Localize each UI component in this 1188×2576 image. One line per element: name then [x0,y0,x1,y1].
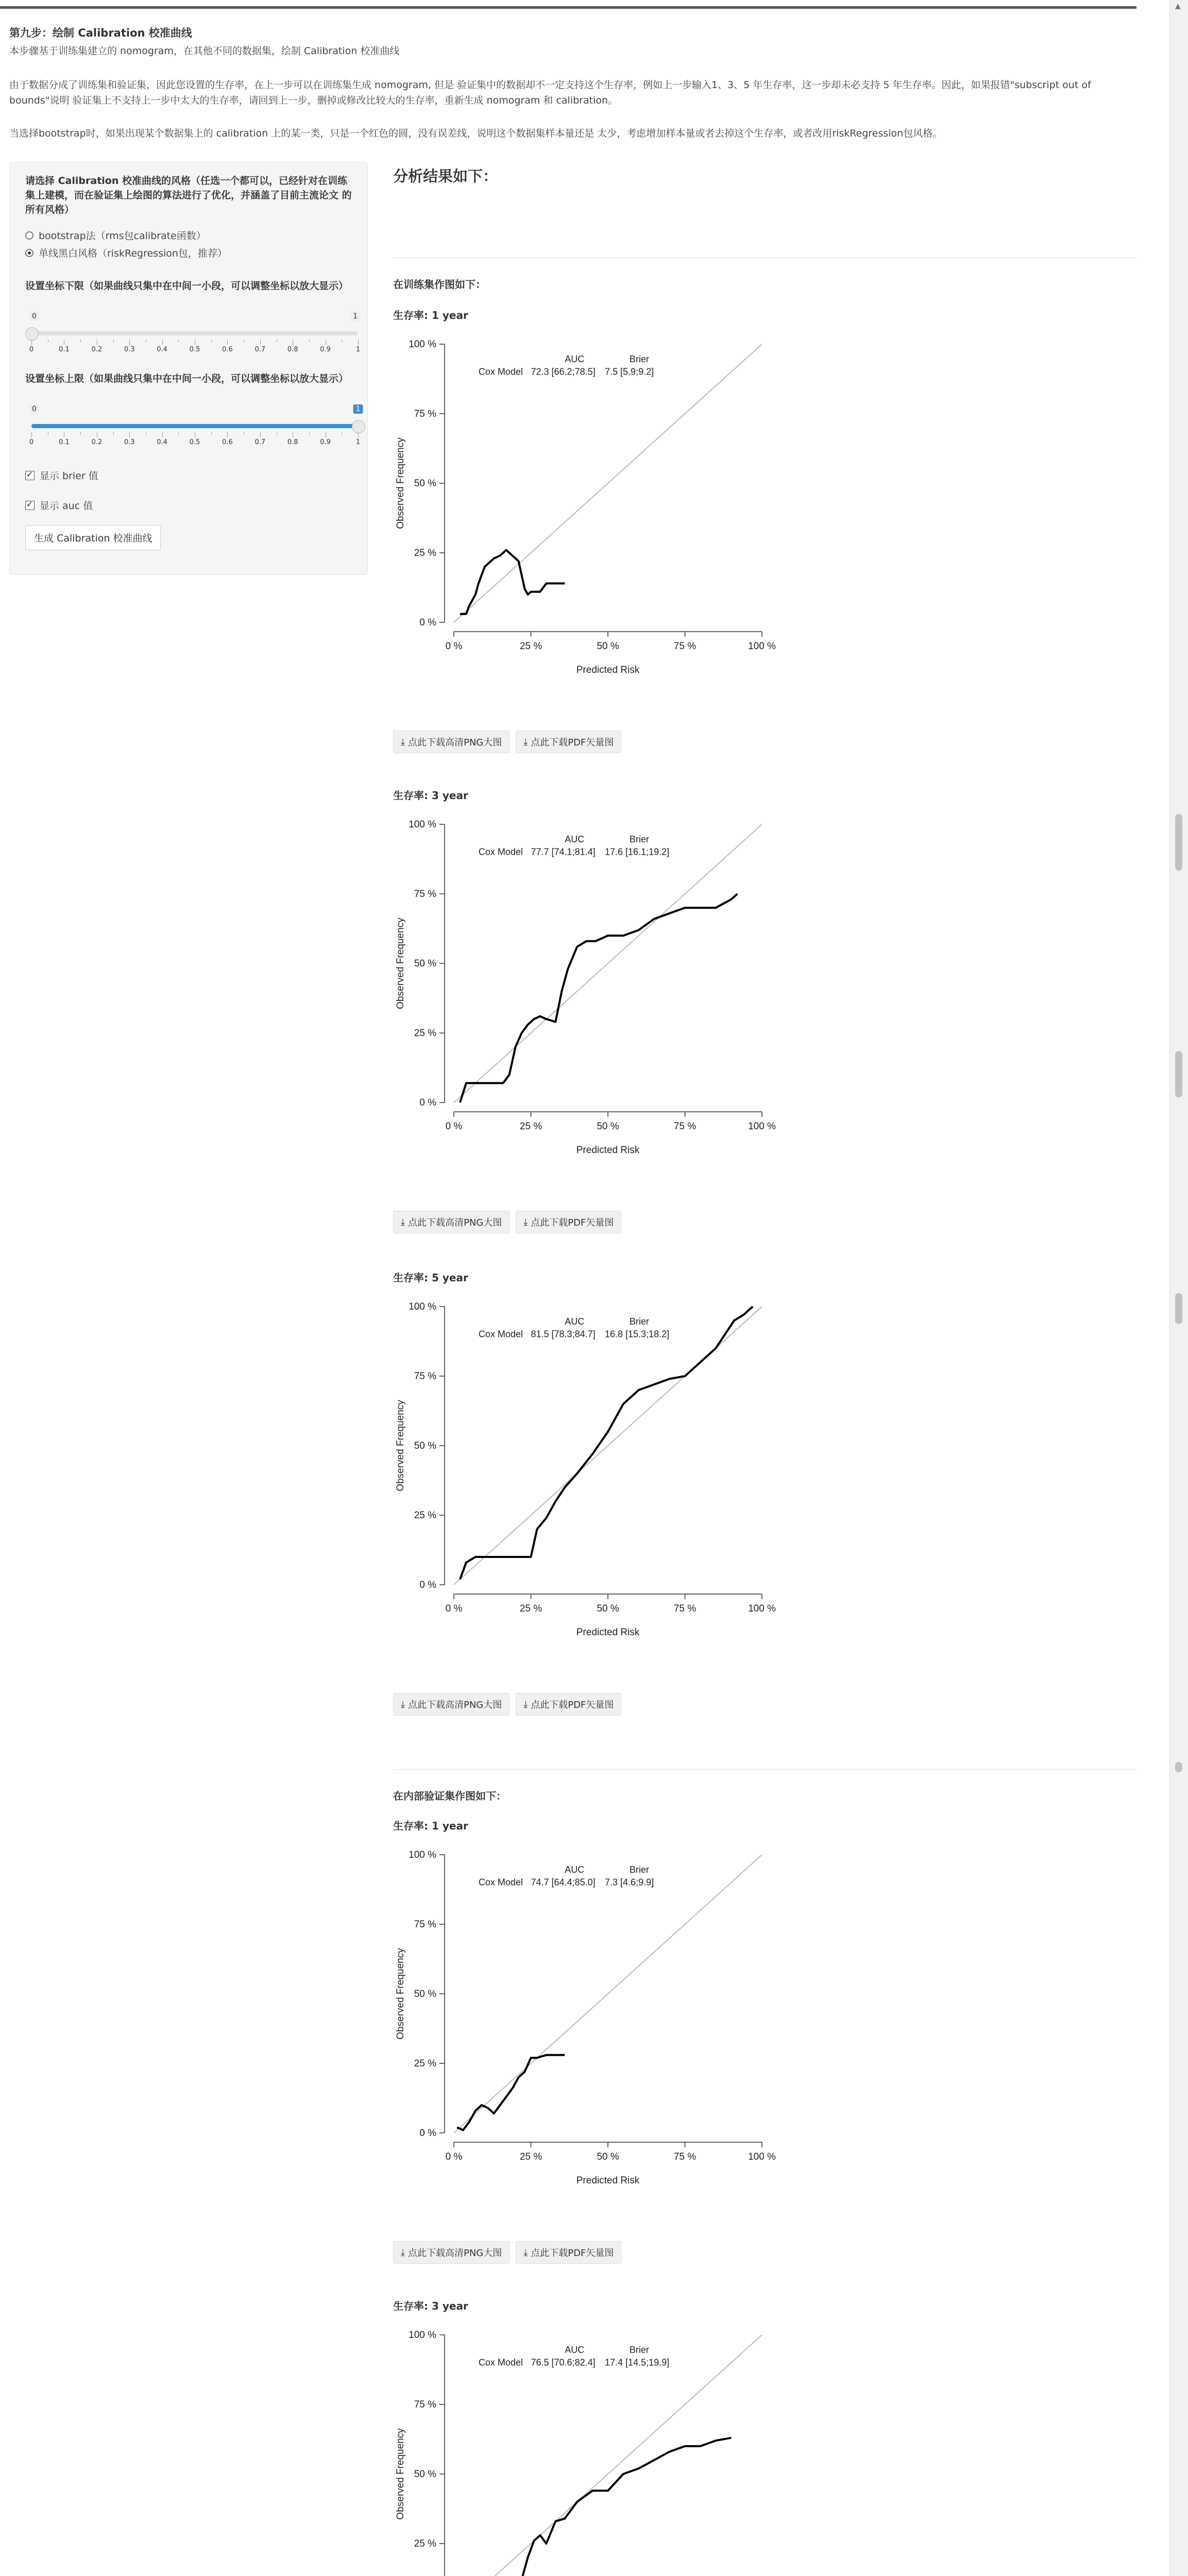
scrollbar-thumb[interactable] [1175,1293,1182,1324]
x-tick-label: 0 % [445,1603,463,1614]
download-png-label: 点此下载高清PNG大图 [408,2248,502,2259]
download-png-button[interactable] [393,2241,510,2264]
download-png-label: 点此下载高清PNG大图 [408,1217,502,1228]
download-pdf-button[interactable] [516,1211,621,1233]
legend-brier-header: Brier [629,1316,649,1327]
x-tick-label: 100 % [748,1603,776,1614]
calibration-chart-svg [393,334,785,705]
slider-fill [31,424,358,428]
scroll-up-icon[interactable]: ▲ [1175,2,1181,10]
legend-model: Cox Model [478,846,523,857]
x-tick-label: 50 % [597,1121,619,1132]
upper-limit-slider[interactable] [29,404,361,451]
x-axis-label: Predicted Risk [576,665,640,675]
y-tick-label: 75 % [414,2399,436,2410]
slider-max-label: 1 [350,312,360,321]
y-tick-label: 100 % [409,819,436,830]
section-divider [0,6,1136,9]
slider-tick [358,432,359,437]
x-tick-label: 25 % [519,1121,542,1132]
reference-diagonal [454,824,762,1103]
lower-limit-slider[interactable] [29,312,361,358]
slider-tick [358,340,359,345]
x-axis-label: Predicted Risk [576,2175,640,2186]
legend-model: Cox Model [478,1329,523,1340]
x-tick-label: 75 % [673,1121,697,1132]
y-axis-label: Observed Frequency [395,2428,406,2520]
radio-bootstrap-label: bootstrap法（rms包calibrate函数） [39,230,206,242]
x-tick-label: 0 % [445,1121,463,1132]
legend-auc-value: 74.7 [64.4;85.0] [531,1877,596,1888]
calibration-settings-panel [9,162,368,575]
y-tick-label: 75 % [414,889,436,900]
slider-tick [31,340,32,345]
y-tick-label: 75 % [414,1371,436,1382]
slider-tick [260,432,261,437]
x-tick-label: 50 % [597,1603,619,1614]
auc-checkbox[interactable] [25,498,93,512]
slider-tick-label: 1 [355,346,361,353]
x-tick-label: 75 % [673,1603,697,1614]
x-tick-label: 50 % [597,641,619,652]
download-pdf-label: 点此下载PDF矢量图 [531,1217,614,1228]
step9-note-bounds: 由于数据分成了训练集和验证集，因此您设置的生存率，在上一步可以在训练集生成 nomogram, 但是 验证集中的数据却不一定支持这个生存率，例如上一步输入1、3、5 年生存率，这一步却未必支持 5 年生存率。因此，如果报错"subscript out of bounds"说明 验证集上不支持上一步中太大的生存率，请回到上一步，删掉或修改比较大的生存率，重新生成 nomogram 和 calibration。 [9,79,1091,106]
x-tick-label: 0 % [445,641,463,652]
slider-tick-label: 0.9 [320,346,331,353]
slider-tick [260,340,261,345]
lower-limit-label: 设置坐标下限（如果曲线只集中在中间一小段，可以调整坐标以放大显示） [25,280,349,292]
y-tick-label: 25 % [414,1028,436,1039]
radio-icon[interactable] [25,231,33,240]
y-tick-label: 25 % [414,548,436,558]
slider-tick-label: 0.1 [59,438,70,446]
slider-value-label: 1 [353,404,363,414]
y-tick-label: 100 % [409,1850,436,1860]
radio-riskregression[interactable] [25,246,227,260]
slider-tick-label: 0.5 [189,346,200,353]
x-axis-label: Predicted Risk [576,1145,640,1156]
y-tick-label: 75 % [414,409,436,419]
legend-auc-header: AUC [565,354,585,365]
calibration-curve [460,2438,731,2576]
slider-tick-label: 0.9 [320,438,331,446]
legend-brier-value: 7.3 [4.6;9.9] [605,1877,654,1888]
x-tick-label: 25 % [519,2151,542,2162]
calibration-plot [393,334,785,707]
y-tick-label: 75 % [414,1919,436,1930]
download-icon: ⤓ [401,1699,405,1710]
y-tick-label: 100 % [409,2330,436,2341]
legend-brier-value: 17.4 [14.5;19.9] [605,2357,670,2368]
y-tick-label: 0 % [419,617,436,628]
slider-tick-label: 0.7 [254,438,266,446]
chart-heading: 生存率: 3 year [393,2300,468,2312]
y-tick-label: 100 % [409,339,436,350]
radio-riskregression-label: 单线黑白风格（riskRegression包，推荐） [39,248,227,259]
slider-tick [31,432,32,437]
scrollbar-thumb[interactable] [1175,1051,1182,1097]
step9-desc: 本步骤基于训练集建立的 nomogram，在其他不同的数据集，绘制 Calibration 校准曲线 [9,45,400,57]
download-png-label: 点此下载高清PNG大图 [408,1700,502,1710]
legend-brier-value: 16.8 [15.3;18.2] [605,1329,670,1340]
slider-tick-label: 0.2 [91,346,103,353]
radio-selected-icon[interactable] [25,249,33,257]
slider-ticks [29,340,361,353]
legend-auc-value: 76.5 [70.6;82.4] [531,2357,596,2368]
y-axis-label: Observed Frequency [395,1400,406,1492]
slider-tick-label: 0.6 [222,346,233,353]
chart-heading: 生存率: 1 year [393,309,468,321]
scrollbar-thumb[interactable] [1175,814,1182,871]
slider-tick [309,432,310,435]
slider-tick-label: 1 [355,438,361,446]
chart-heading: 生存率: 1 year [393,1820,468,1832]
download-icon: ⤓ [401,2247,405,2258]
chart-heading: 生存率: 5 year [393,1272,468,1284]
slider-tick-label: 0.3 [124,346,135,353]
y-axis-label: Observed Frequency [395,918,406,1009]
radio-bootstrap[interactable] [25,228,206,242]
slider-tick [178,340,179,342]
legend-brier-value: 7.5 [5.9;9.2] [605,366,654,377]
slider-tick [227,432,228,437]
download-pdf-label: 点此下载PDF矢量图 [531,1700,614,1710]
vertical-scrollbar[interactable] [1169,0,1188,2576]
slider-tick [129,432,130,437]
download-buttons [393,731,621,753]
legend-auc-value: 81.5 [78.3;84.7] [531,1329,596,1340]
slider-tick-label: 0.7 [254,346,266,353]
style-label: 请选择 Calibration 校准曲线的风格（任选一个都可以，已经针对在训练集上建模，而在验证集上绘图的算法进行了优化，并涵盖了目前主流论文 的所有风格） [25,175,352,215]
download-icon: ⤓ [523,1216,528,1228]
slider-tick [162,432,163,437]
slider-tick [309,340,310,342]
slider-track[interactable] [31,331,358,335]
slider-tick-label: 0.4 [157,346,167,353]
x-tick-label: 75 % [673,2151,697,2162]
y-tick-label: 25 % [414,1510,436,1521]
y-axis-label: Observed Frequency [395,437,406,529]
download-pdf-label: 点此下载PDF矢量图 [531,737,614,748]
y-tick-label: 50 % [414,1989,436,1999]
legend-auc-header: AUC [565,2345,585,2355]
y-tick-label: 50 % [414,958,436,969]
reference-diagonal [454,344,762,622]
slider-tick [113,432,114,435]
slider-tick [211,432,212,435]
calibration-curve [460,894,737,1103]
y-tick-label: 25 % [414,2058,436,2069]
calibration-plot [393,2325,785,2576]
slider-min-label: 0 [29,312,39,321]
legend-brier-header: Brier [629,834,649,845]
y-tick-label: 50 % [414,478,436,489]
legend-brier-header: Brier [629,354,649,365]
auc-checkbox-label: 显示 auc 值 [40,500,93,512]
slider-tick [211,340,212,342]
legend-auc-value: 72.3 [66.2;78.5] [531,366,596,377]
x-axis-label: Predicted Risk [576,1627,640,1638]
step9-title: 第九步：绘制 Calibration 校准曲线 [9,27,192,39]
y-tick-label: 0 % [419,1580,436,1590]
slider-min-label: 0 [29,404,39,414]
legend-auc-value: 77.7 [74.1;81.4] [531,846,596,857]
calibration-chart-svg [393,2325,785,2576]
calibration-plot [393,814,785,1187]
x-tick-label: 0 % [445,2151,463,2162]
step9-note-bootstrap: 当选择bootstrap时，如果出现某个数据集上的 calibration 上的某一类，只是一个红色的圆，没有误差线，说明这个数据集样本量还是 太少，考虑增加样本量或者去掉这个生存率，或者改用riskRegression包风格。 [9,128,943,139]
calibration-curve [460,550,565,614]
result-title: 分析结果如下： [393,167,498,185]
slider-tick-label: 0.4 [157,438,167,446]
calibration-curve [457,2055,565,2130]
slider-tick [113,340,114,342]
legend-auc-header: AUC [565,1316,585,1327]
slider-tick-label: 0.3 [124,438,135,446]
test-heading: 在内部验证集作图如下： [393,1790,506,1802]
download-png-button[interactable] [393,1693,510,1716]
calibration-chart-svg [393,1296,785,1667]
slider-tick-label: 0.5 [189,438,200,446]
slider-handle[interactable] [25,327,39,341]
train-heading: 在训练集作图如下： [393,278,486,291]
slider-tick [178,432,179,435]
download-icon: ⤓ [523,736,528,748]
download-buttons [393,2241,621,2264]
legend-brier-value: 17.6 [16.1;19.2] [605,846,670,857]
y-axis-label: Observed Frequency [395,1948,406,2040]
slider-tick-label: 0.8 [287,346,298,353]
y-tick-label: 50 % [414,2469,436,2480]
scrollbar-thumb[interactable] [1175,1762,1182,1772]
legend-auc-header: AUC [565,1865,585,1875]
download-icon: ⤓ [523,1699,528,1710]
calibration-plot [393,1296,785,1669]
calibration-chart-svg [393,814,785,1185]
x-tick-label: 100 % [748,2151,776,2162]
calibration-curve [460,1307,753,1579]
chart-heading: 生存率: 3 year [393,789,468,802]
slider-handle[interactable] [352,420,365,433]
download-pdf-button[interactable] [516,2241,621,2264]
slider-tick-label: 0 [29,346,34,353]
brier-checkbox-label: 显示 brier 值 [40,470,98,482]
reference-diagonal [454,1855,762,2133]
slider-tick [227,340,228,345]
download-png-button[interactable] [393,1211,510,1233]
calibration-chart-svg [393,1844,785,2215]
slider-tick [129,340,130,345]
slider-tick-label: 0 [29,438,34,446]
download-icon: ⤓ [401,736,405,748]
x-tick-label: 25 % [519,1603,542,1614]
checkbox-checked-icon[interactable] [25,501,35,510]
download-icon: ⤓ [401,1216,405,1228]
y-tick-label: 0 % [419,2128,436,2139]
download-buttons [393,1211,621,1233]
reference-diagonal [454,2335,762,2576]
checkbox-checked-icon[interactable] [25,471,35,480]
x-tick-label: 50 % [597,2151,619,2162]
x-tick-label: 25 % [519,641,542,652]
download-pdf-button[interactable] [516,731,621,753]
x-tick-label: 100 % [748,641,776,652]
slider-tick-label: 0.2 [91,438,103,446]
generate-calibration-button[interactable]: 生成 Calibration 校准曲线 [25,525,161,550]
calibration-plot [393,1844,785,2217]
slider-tick [80,340,81,342]
download-png-button[interactable] [393,731,510,753]
legend-model: Cox Model [478,2357,523,2368]
x-tick-label: 75 % [673,641,697,652]
legend-brier-header: Brier [629,1865,649,1875]
brier-checkbox[interactable] [25,468,98,482]
y-tick-label: 50 % [414,1440,436,1451]
y-tick-label: 100 % [409,1301,436,1312]
y-tick-label: 0 % [419,1097,436,1108]
slider-ticks [29,432,361,446]
slider-tick [80,432,81,435]
download-pdf-label: 点此下载PDF矢量图 [531,2248,614,2259]
slider-tick-label: 0.1 [59,346,70,353]
legend-auc-header: AUC [565,834,585,845]
legend-model: Cox Model [478,1877,523,1888]
slider-tick [162,340,163,345]
legend-model: Cox Model [478,366,523,377]
x-tick-label: 100 % [748,1121,776,1132]
slider-tick-label: 0.8 [287,438,298,446]
legend-brier-header: Brier [629,2345,649,2355]
y-tick-label: 25 % [414,2538,436,2549]
upper-limit-label: 设置坐标上限（如果曲线只集中在中间一小段，可以调整坐标以放大显示） [25,373,349,384]
download-pdf-button[interactable] [516,1693,621,1716]
download-buttons [393,1693,621,1716]
download-png-label: 点此下载高清PNG大图 [408,737,502,748]
slider-tick-label: 0.6 [222,438,233,446]
divider [393,1769,1137,1770]
download-icon: ⤓ [523,2247,528,2258]
